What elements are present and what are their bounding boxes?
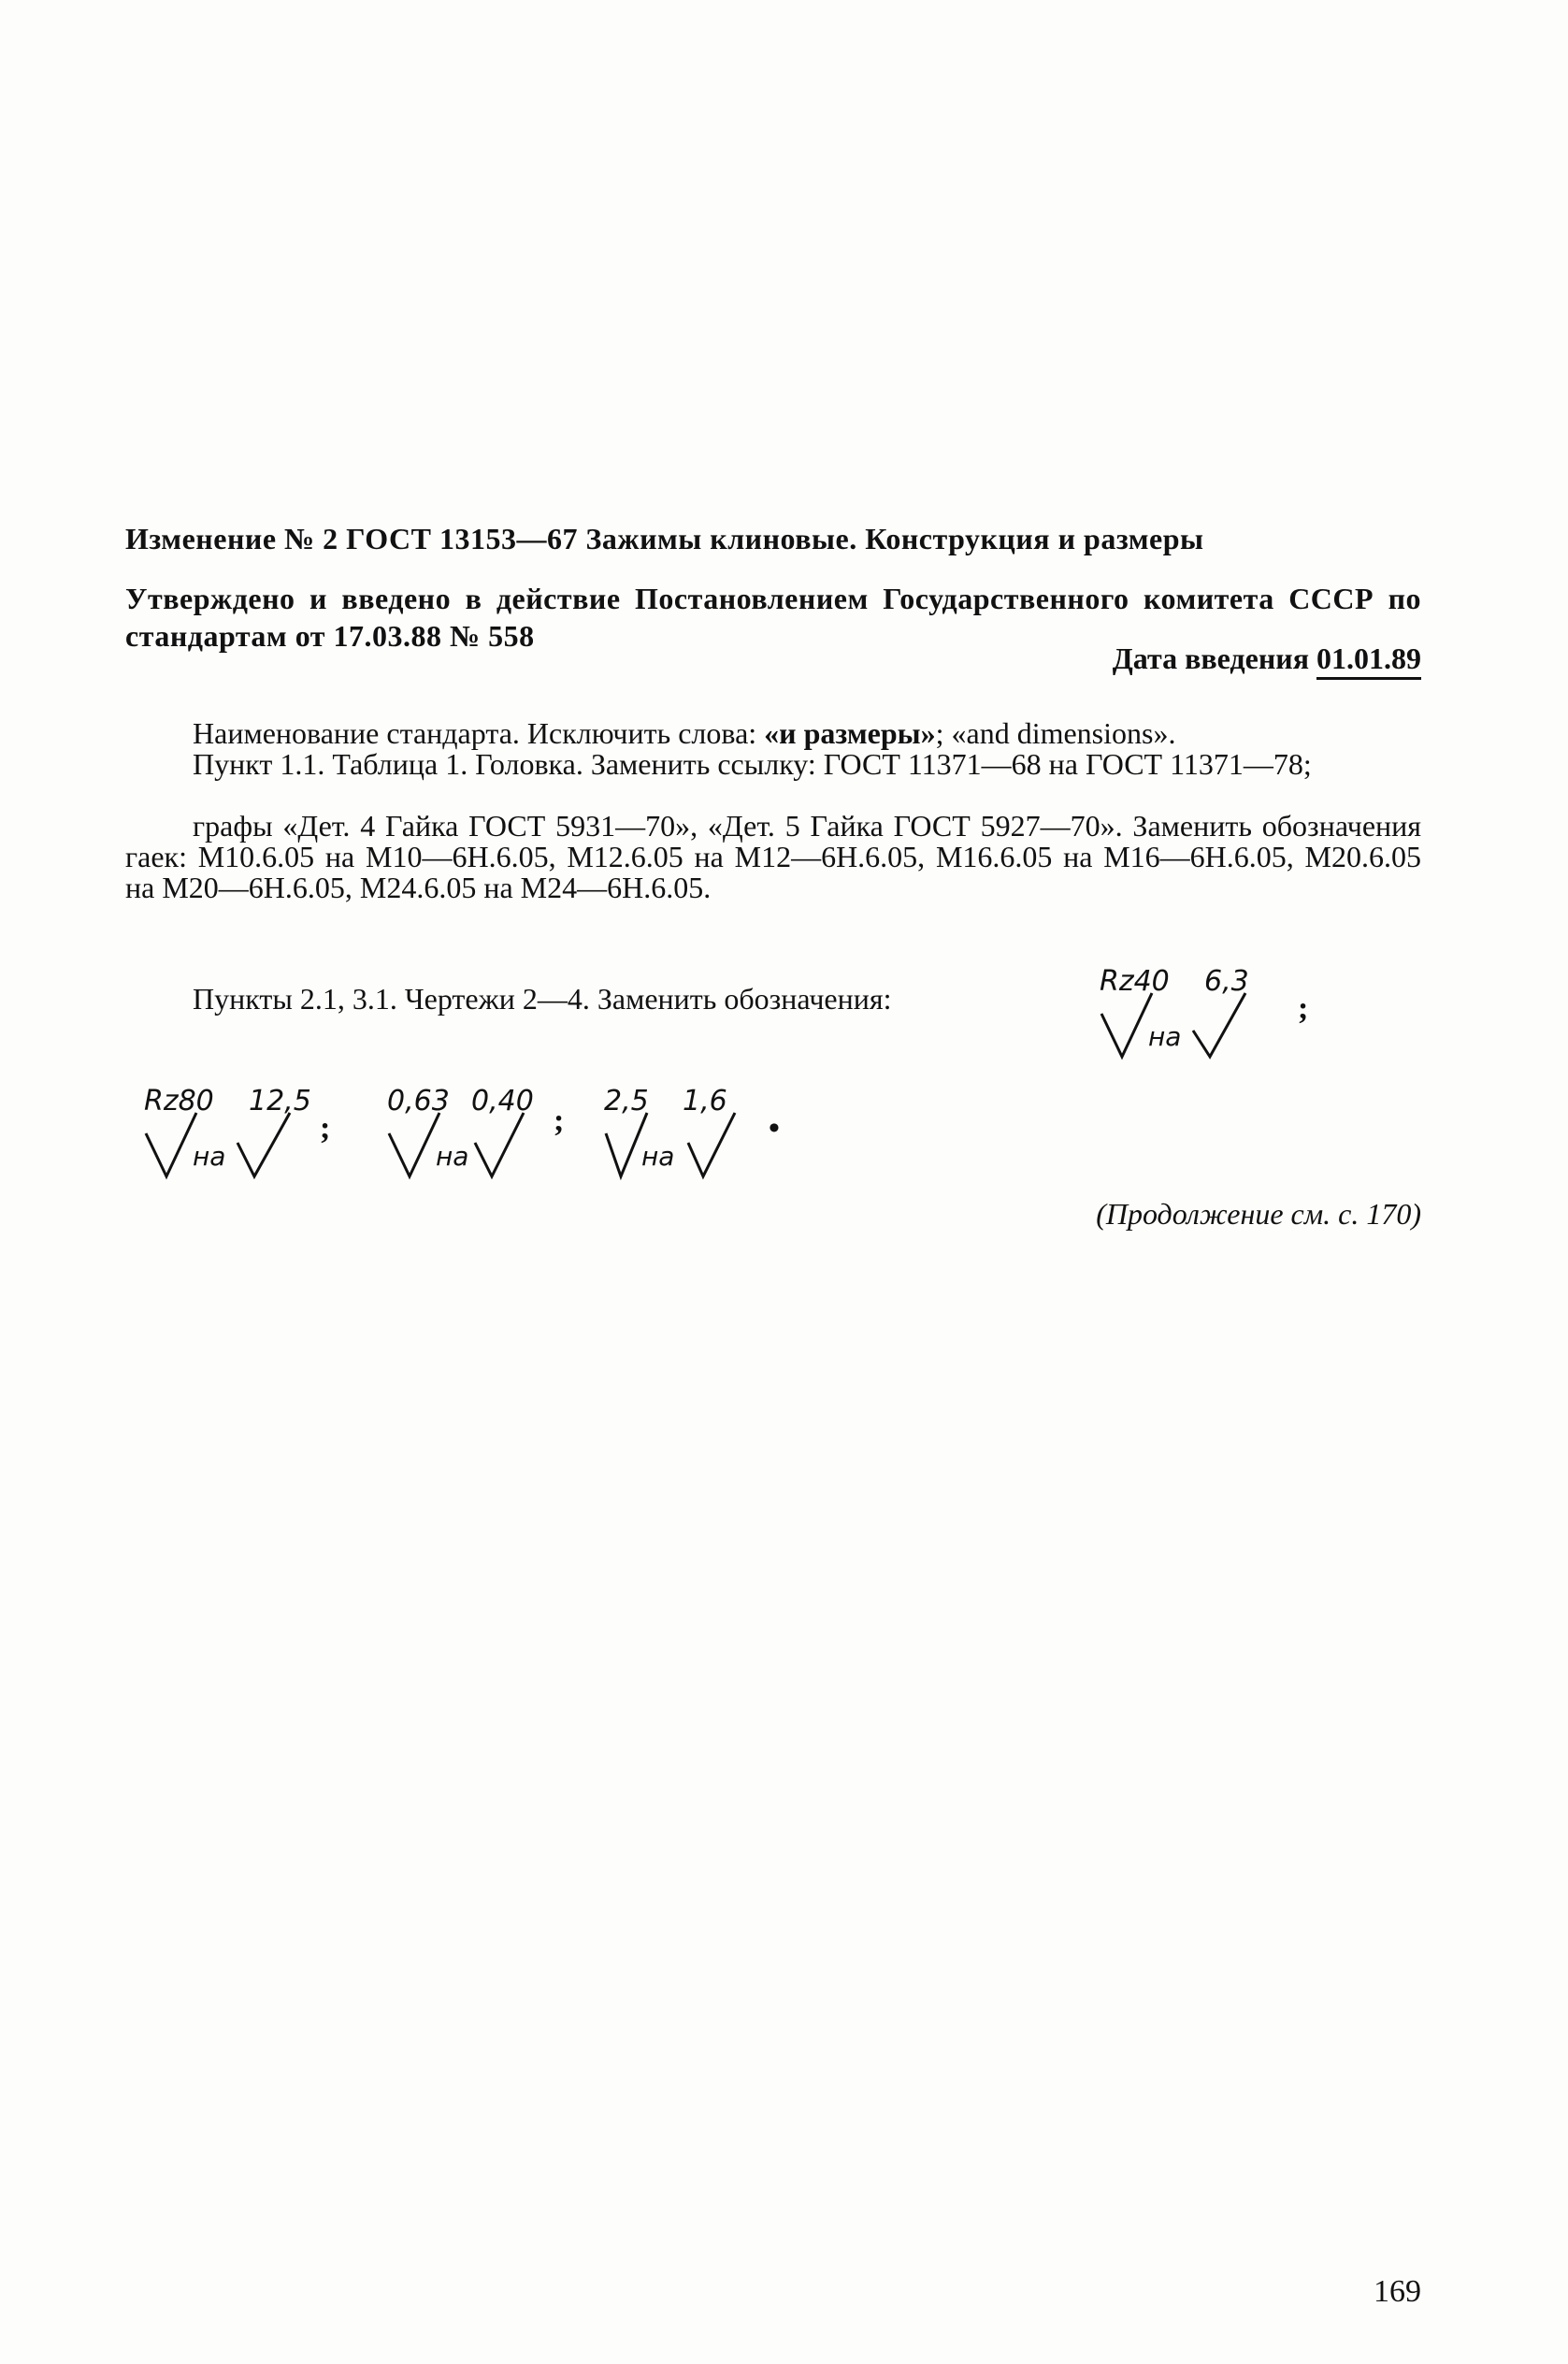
roughness-joiner: на (193, 1141, 226, 1172)
approval-statement: Утверждено и введено в действие Постановлением Государственного комитета СССР по стандартам от 17.03.88 № 558 (125, 582, 1421, 653)
roughness-replacement-3 (381, 1085, 606, 1188)
punkt-1-1-text: Пункт 1.1. Таблица 1. Головка. Заменить ссылку: ГОСТ 11371—68 на ГОСТ 11371—78; (193, 747, 1312, 781)
document-title: Изменение № 2 ГОСТ 13153—67 Зажимы клиновые. Конструкция и размеры (125, 522, 1204, 555)
drawings-text: Пункты 2.1, 3.1. Чертежи 2—4. Заменить обозначения: (193, 982, 892, 1016)
roughness-from-value: Rz80 (144, 1085, 214, 1117)
roughness-from-value: 0,63 (387, 1085, 450, 1117)
roughness-joiner: на (436, 1141, 469, 1172)
continuation-note: (Продолжение см. с. 170) (1096, 1197, 1421, 1231)
roughness-to-value: 12,5 (249, 1085, 311, 1117)
separator-3: ; (554, 1103, 565, 1138)
effective-date-label: Дата введения (1112, 641, 1316, 675)
columns-text: графы «Дет. 4 Гайка ГОСТ 5931—70», «Дет. 5 Гайка ГОСТ 5927—70». Заменить обозначения гаек: М10.6.05 на М10—6Н.6.05, М12.6.05 на М12—6Н.6.05, М16.6.05 на М16—6Н.6.05, М20.6.05 на М20—6Н.6.05, М24.6.05 на М24—6Н.6.05. (125, 809, 1421, 904)
effective-date (1113, 640, 1421, 677)
standard-name-excluded-words: «и размеры» (764, 716, 936, 750)
roughness-to-value: 0,40 (471, 1085, 534, 1117)
paragraph-columns (125, 811, 1421, 903)
roughness-joiner: на (1148, 1021, 1182, 1052)
page-number: 169 (1374, 2274, 1421, 2309)
roughness-to-value: 6,3 (1204, 965, 1249, 998)
roughness-to-value: 1,6 (683, 1085, 727, 1117)
effective-date-value: 01.01.89 (1316, 641, 1421, 680)
roughness-replacement-1 (1094, 965, 1318, 1068)
standard-name-text: Наименование стандарта. Исключить слова: (193, 716, 765, 750)
roughness-joiner: на (641, 1141, 675, 1172)
separator-1: ; (1298, 991, 1309, 1026)
paragraph-standard-name (125, 718, 1421, 749)
end-mark: • (769, 1111, 780, 1146)
roughness-from-value: 2,5 (604, 1085, 649, 1117)
roughness-from-value: Rz40 (1100, 965, 1170, 998)
separator-2: ; (320, 1111, 331, 1146)
standard-name-rest: ; «and dimensions». (935, 716, 1176, 750)
paragraph-punkt-1-1 (125, 749, 1421, 780)
roughness-replacement-4 (598, 1085, 823, 1188)
